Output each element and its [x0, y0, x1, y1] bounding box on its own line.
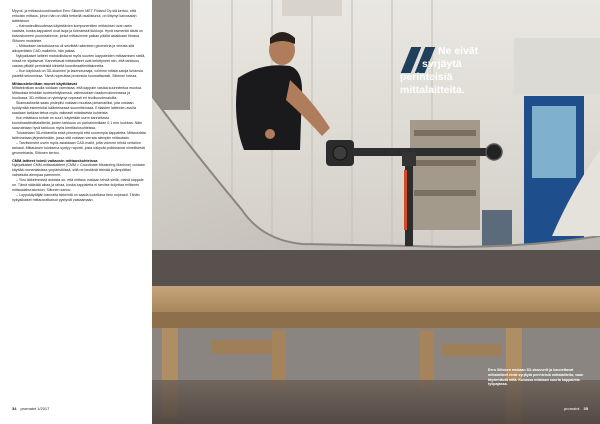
headline-line: Ne eivät	[438, 45, 479, 57]
paragraph: – Kaivosteollisuudessa käytettävien komponenttien mittaukset ovat usein vaativia, koska kappaleet ovat isoja ja toleranssit tiukkoja. Hyvä esimerkki tästä on kaivoskoneen puomirakenne, jonka mittasimme paikan päällä asiakkaan tiloissa, Siitonen muistelee.	[12, 24, 143, 43]
paragraph: Kun mitattava kohde on suuri, käytetään usein kannettavia koordinaattimittalaitteita, joiden tarkkuus on parhaimmillaan 0,1 mm luokkaa. Näin saavutetaan hyvä tarkkuus myös kenttäolosuhteissa.	[12, 116, 143, 130]
folio-right	[564, 406, 588, 411]
workshop-scene-illustration	[152, 0, 600, 424]
paragraph: Skannauksella saatu pistepilvi voidaan muuttaa pintamalliksi, jota voidaan hyödyntää esimerkiksi käänteisessä suunnittelussa. Erilaisten laitteiden avulla saadaan tarkkaa tietoa myös vaikeasti mitattavista kohteista.	[12, 101, 136, 115]
paragraph: – Kun käytössä on 3D-skanneri ja laserseuraaja, voimme mitata satoja tuhansia pisteitä sekunnissa. Tämä nopeuttaa prosessia huomattavasti, Siitonen toteaa.	[12, 69, 143, 78]
article-photo	[152, 0, 600, 424]
folio-left	[12, 406, 49, 411]
paragraph: Tulostetaan 3D-mittareilla sekä pienempiä että suurempia kappaleita. Mittausdata tallennetaan järjestelmään, jossa sitä voidaan verrata aiempiin mittauksiin.	[12, 131, 146, 140]
section-heading: CMM-laitteet toimii valtaosin mittauskohteissa	[12, 158, 98, 163]
paragraph: Nykyaikaiset laitteet mahdollistavat myös suurten kappaleiden mittaamisen siellä, missä ne sijaitsevat. Kannettavat mittalaitteet ovat kehittyneet niin, että tarkkuus vastaa pitkälti perinteisiä kiinteitä koordinaattimittakoneita.	[12, 54, 146, 68]
headline-line: syrjäytä	[422, 58, 462, 70]
paragraph: Mittatekniikan avulla voidaan varmistaa, että kappale vastaa suunniteltua muotoa. Mittauksia tehdään tuotekehityksessä, valmistuksen laadunvalvonnassa ja huollossa. 3D-mittaus on yleistynyt nopeasti eri teollisuudenaloilla.	[12, 86, 143, 100]
page-number: 35	[583, 406, 588, 411]
magazine-name: promaint	[563, 406, 580, 411]
photo-caption: Eero Siitosen mukaan 3D-skannerit ja kannettavat mittalaitteet eivät syrjäytä perinteisiä mittalaitteita, vaan täydentävät niitä. Kuvassa mitataan suurta kappaletta työpajassa.	[488, 368, 584, 387]
page-number: 34	[12, 406, 17, 411]
article-body	[12, 9, 146, 203]
left-page	[0, 0, 152, 424]
paragraph: – Yksi tärkeimmistä asioista on, että mittaus voidaan tehdä siellä, missä kappale on. Tämä säästää aikaa ja rahaa, koska kappaletta ei tarvitse kuljettaa erilliseen mittauslaboratorioon, Siitonen sanoo.	[12, 178, 144, 192]
headline-text	[400, 45, 518, 97]
paragraph: – Tarvitsemme usein myös asiakkaan CAD-mallit, jotta voimme tehdä vertailun tarkasti. Mittauksen tuloksena syntyy raportti, josta näkyvät poikkeamat nimellisestä geometriasta, Siitonen kertoo.	[12, 141, 145, 155]
paragraph: – Mittauksen tarkoituksena oli selvittää rakenteen geometria ja verrata sitä alkuperäisiin CAD-malleihin, hän jatkaa.	[12, 44, 135, 53]
paragraph: – Loppukäyttäjän kannalta tärkeintä on saada luotettava tieto nopeasti. Tähän nykyaikaiset mittausratkaisut pystyvät vastaamaan.	[12, 193, 140, 202]
headline-line: perinteisiä	[400, 71, 453, 83]
section-heading: Mittaustekniikan monet käyttötavat	[12, 81, 77, 86]
paragraph: Myynti- ja mittauskoordinaattori Eero Siitonen MET Finland Oy:stä kertoo, että erikoisin mittaus, johon hän on tällä hetkellä osallistunut, on liittynyt kaivosalan laitteistoon.	[12, 9, 137, 23]
paragraph: Nykyaikaiset CMM-mittauslaitteet (CMM = Coordinate Measuring Machine) voidaan käyttää monenlaisissa ympäristöissä, sillä ne kestävät tärinää ja lämpötilan vaihteluita aiempaa paremmin.	[12, 163, 145, 177]
headline-line: mittalaitteita.	[400, 84, 465, 96]
magazine-issue: promaint 1/2017	[20, 406, 50, 411]
